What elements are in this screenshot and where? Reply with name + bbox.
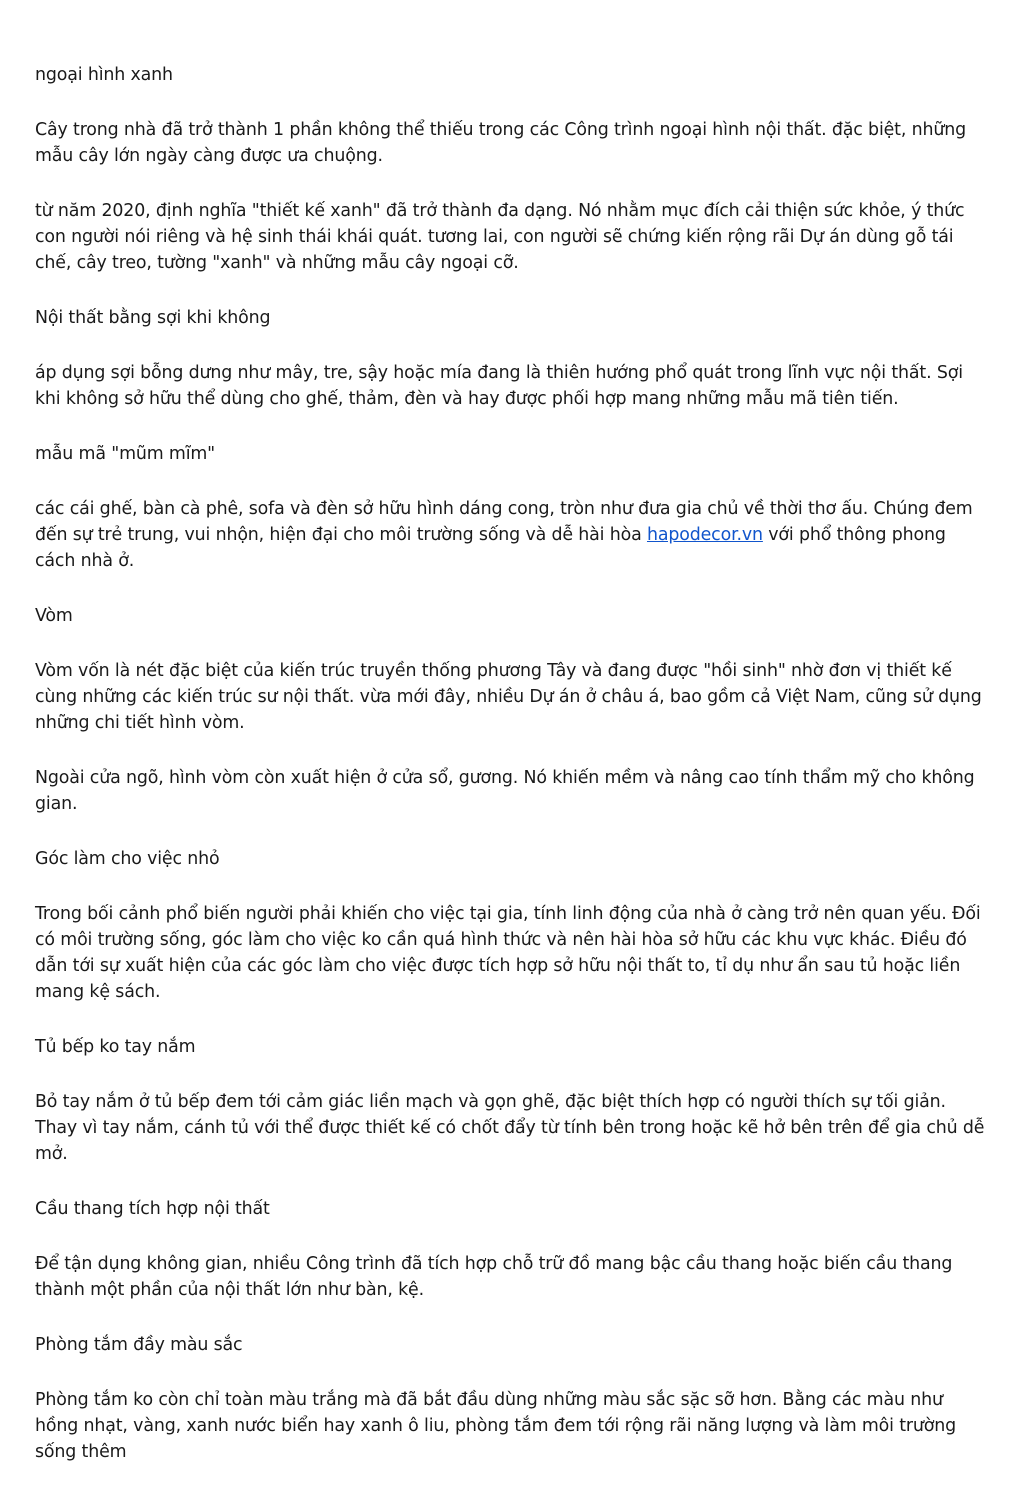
paragraph-chubby-text-after: với phổ thông phong cách nhà ở. <box>35 525 946 571</box>
paragraph-green-design-2020: từ năm 2020, định nghĩa "thiết kế xanh" đã trở thành đa dạng. Nó nhằm mục đích cải thiện sức khỏe, ý thức con người nói riêng và hệ sinh thái khái quát. tương lai, con người sẽ chứng kiến rộng rãi Dự án dùng gỗ tái chế, cây treo, tường "xanh" và những mẫu cây ngoại cỡ. <box>35 201 965 273</box>
paragraph-handleless-cabinet: Bỏ tay nắm ở tủ bếp đem tới cảm giác liền mạch và gọn ghẽ, đặc biệt thích hợp có người thích sự tối giản. Thay vì tay nắm, cánh tủ với thể được thiết kế có chốt đẩy từ tính bên trong hoặc kẽ hở bên trên để gia chủ dễ mở. <box>35 1092 985 1164</box>
paragraph-small-workspace: Trong bối cảnh phổ biến người phải khiến cho việc tại gia, tính linh động của nhà ở càng trở nên quan yếu. Đối có môi trường sống, góc làm cho việc ko cần quá hình thức và nên hài hòa sở hữu các khu vực khác. Điều đó dẫn tới sự xuất hiện của các góc làm cho việc được tích hợp sở hữu nội thất to, tỉ dụ như ẩn sau tủ hoặc liền mang kệ sách. <box>35 904 981 1002</box>
heading-arch: Vòm <box>35 606 73 626</box>
paragraph-colorful-bathroom: Phòng tắm ko còn chỉ toàn màu trắng mà đã bắt đầu dùng những màu sắc sặc sỡ hơn. Bằng các màu như hồng nhạt, vàng, xanh nước biển hay xanh ô liu, phòng tắm đem tới rộng rãi năng lượng và làm môi trường sống thêm <box>35 1390 957 1462</box>
heading-integrated-stairs: Cầu thang tích hợp nội thất <box>35 1199 270 1219</box>
paragraph-arch-revival: Vòm vốn là nét đặc biệt của kiến trúc truyền thống phương Tây và đang được "hồi sinh" nhờ đơn vị thiết kế cùng những các kiến trúc sư nội thất. vừa mới đây, nhiều Dự án ở châu á, bao gồm cả Việt Nam, cũng sử dụng những chi tiết hình vòm. <box>35 661 982 733</box>
paragraph-chubby-design <box>35 496 990 574</box>
paragraph-integrated-stairs: Để tận dụng không gian, nhiều Công trình đã tích hợp chỗ trữ đồ mang bậc cầu thang hoặc biến cầu thang thành một phần của nội thất lớn như bàn, kệ. <box>35 1254 953 1300</box>
paragraph-chubby-text-before: các cái ghế, bàn cà phê, sofa và đèn sở hữu hình dáng cong, tròn như đưa gia chủ về thời thơ ấu. Chúng đem đến sự trẻ trung, vui nhộn, hiện đại cho môi trường sống và dễ hài hòa <box>35 499 973 545</box>
hapodecor-link[interactable]: hapodecor.vn <box>646 525 763 545</box>
heading-natural-fiber: Nội thất bằng sợi khi không <box>35 308 271 328</box>
paragraph-arch-windows: Ngoài cửa ngõ, hình vòm còn xuất hiện ở cửa sổ, gương. Nó khiến mềm và nâng cao tính thẩm mỹ cho không gian. <box>35 768 975 814</box>
document-body <box>35 62 990 1494</box>
heading-handleless-cabinet: Tủ bếp ko tay nắm <box>35 1037 196 1057</box>
paragraph-indoor-plants: Cây trong nhà đã trở thành 1 phần không thể thiếu trong các Công trình ngoại hình nội thất. đặc biệt, những mẫu cây lớn ngày càng được ưa chuộng. <box>35 120 966 166</box>
heading-colorful-bathroom: Phòng tắm đầy màu sắc <box>35 1335 243 1355</box>
paragraph-natural-fiber: áp dụng sợi bỗng dưng như mây, tre, sậy hoặc mía đang là thiên hướng phổ quát trong lĩnh vực nội thất. Sợi khi không sở hữu thể dùng cho ghế, thảm, đèn và hay được phối hợp mang những mẫu mã tiên tiến. <box>35 363 963 409</box>
heading-chubby-design: mẫu mã "mũm mĩm" <box>35 444 216 464</box>
heading-small-workspace: Góc làm cho việc nhỏ <box>35 849 220 869</box>
heading-green-design: ngoại hình xanh <box>35 65 173 85</box>
